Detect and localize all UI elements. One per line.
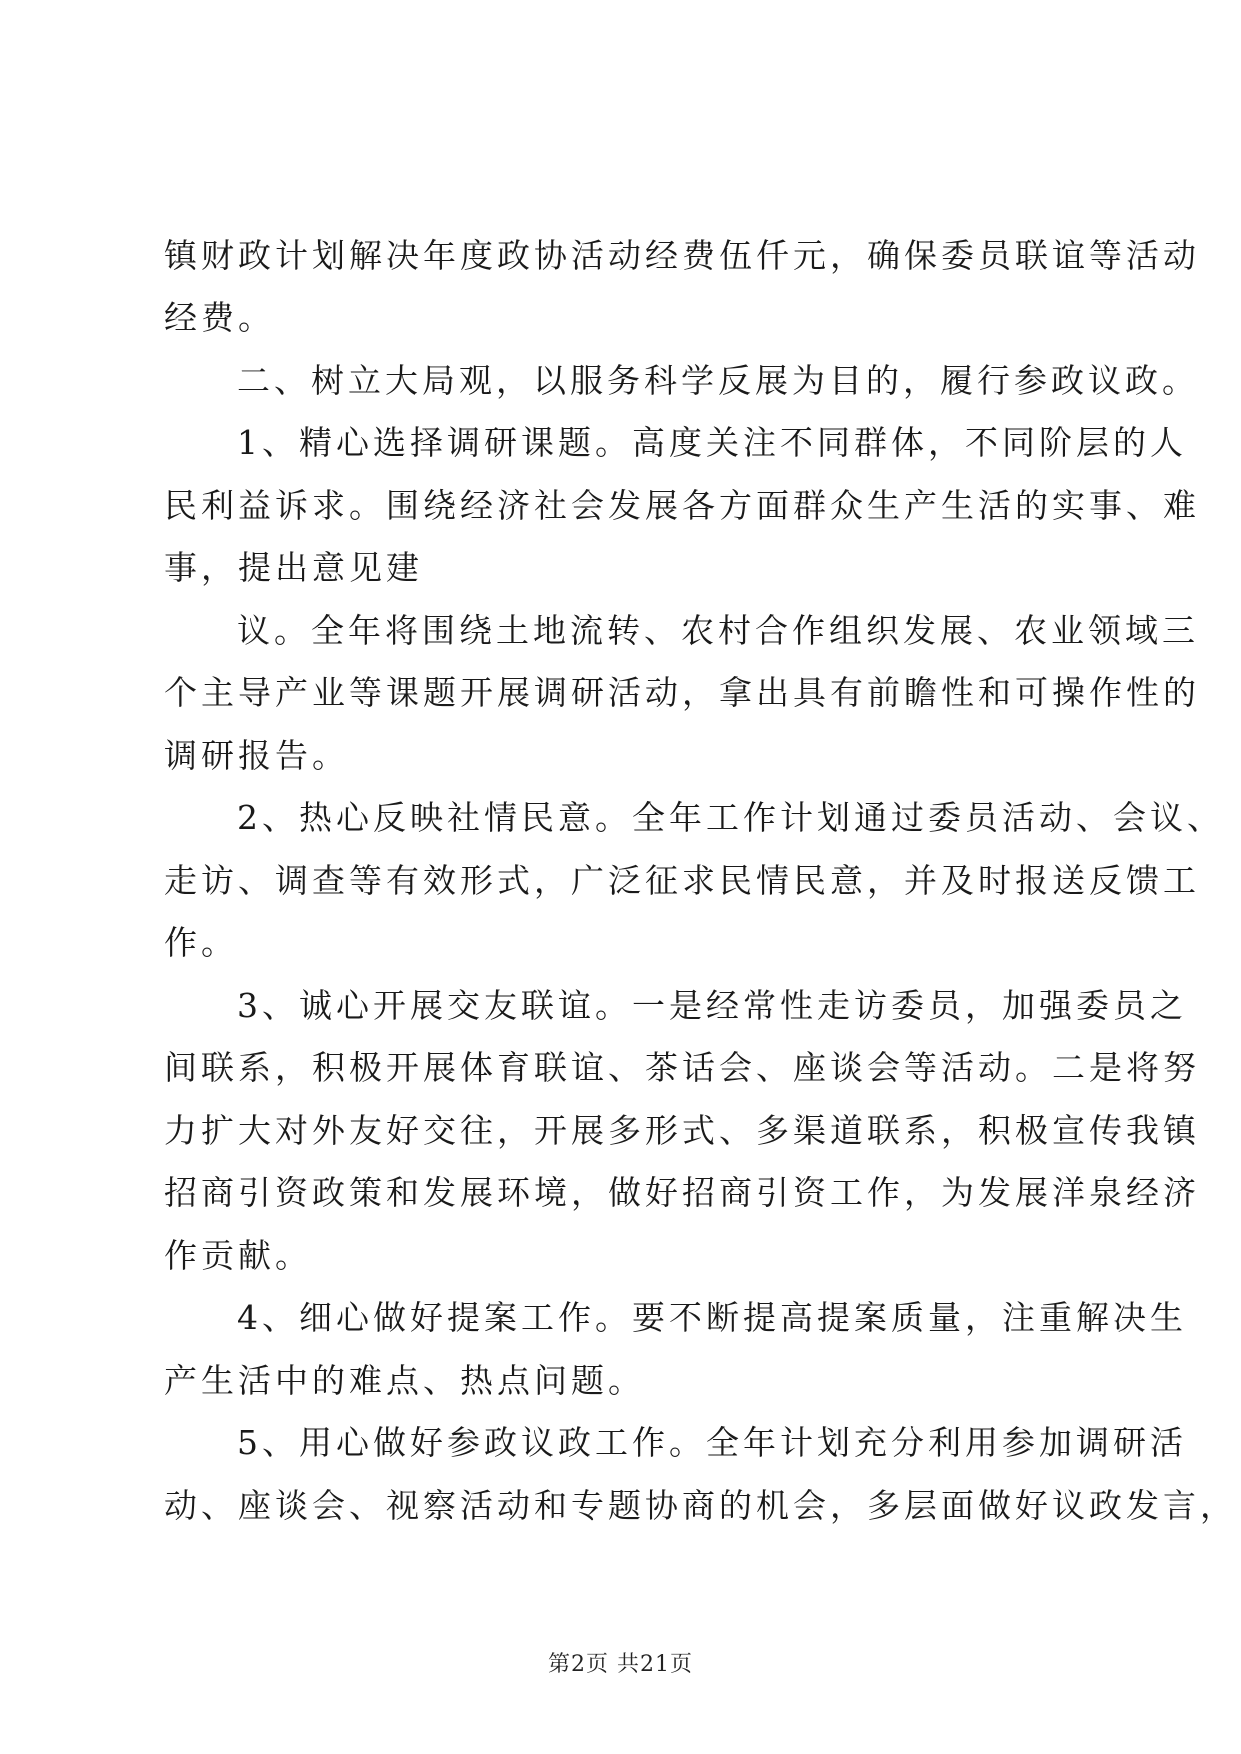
body-text-line: 经费。 <box>164 298 275 337</box>
body-text-line: 产生活中的难点、热点问题。 <box>164 1361 645 1400</box>
body-text-line: 调研报告。 <box>164 736 349 775</box>
body-text-line: 5、用心做好参政议政工作。全年计划充分利用参加调研活 <box>237 1423 1187 1462</box>
body-text-line: 2、热心反映社情民意。全年工作计划通过委员活动、会议、 <box>237 798 1224 837</box>
body-text-line: 1、精心选择调研课题。高度关注不同群体，不同阶层的人 <box>237 423 1187 462</box>
body-text-line: 镇财政计划解决年度政协活动经费伍仟元，确保委员联谊等活动 <box>164 236 1200 275</box>
body-text-line: 间联系，积极开展体育联谊、茶话会、座谈会等活动。二是将努 <box>164 1048 1200 1087</box>
body-text-line: 民利益诉求。围绕经济社会发展各方面群众生产生活的实事、难 <box>164 486 1200 525</box>
section-heading: 二、树立大局观，以服务科学反展为目的，履行参政议政。 <box>237 361 1199 400</box>
body-text-line: 3、诚心开展交友联谊。一是经常性走访委员，加强委员之 <box>237 986 1187 1025</box>
body-text-line: 4、细心做好提案工作。要不断提高提案质量，注重解决生 <box>237 1298 1187 1337</box>
body-text-line: 作贡献。 <box>164 1236 312 1275</box>
body-text-line: 作。 <box>164 923 238 962</box>
body-text-line: 招商引资政策和发展环境，做好招商引资工作，为发展洋泉经济 <box>164 1173 1200 1212</box>
body-text-line: 走访、调查等有效形式，广泛征求民情民意，并及时报送反馈工 <box>164 861 1200 900</box>
body-text-line: 动、座谈会、视察活动和专题协商的机会，多层面做好议政发言， <box>164 1486 1237 1525</box>
body-text-line: 事，提出意见建 <box>164 548 423 587</box>
body-text-line: 议。全年将围绕土地流转、农村合作组织发展、农业领域三 <box>237 611 1199 650</box>
body-text-line: 个主导产业等课题开展调研活动，拿出具有前瞻性和可操作性的 <box>164 673 1200 712</box>
page-number-footer: 第2页 共21页 <box>548 1652 693 1677</box>
body-text-line: 力扩大对外友好交往，开展多形式、多渠道联系，积极宣传我镇 <box>164 1111 1200 1150</box>
